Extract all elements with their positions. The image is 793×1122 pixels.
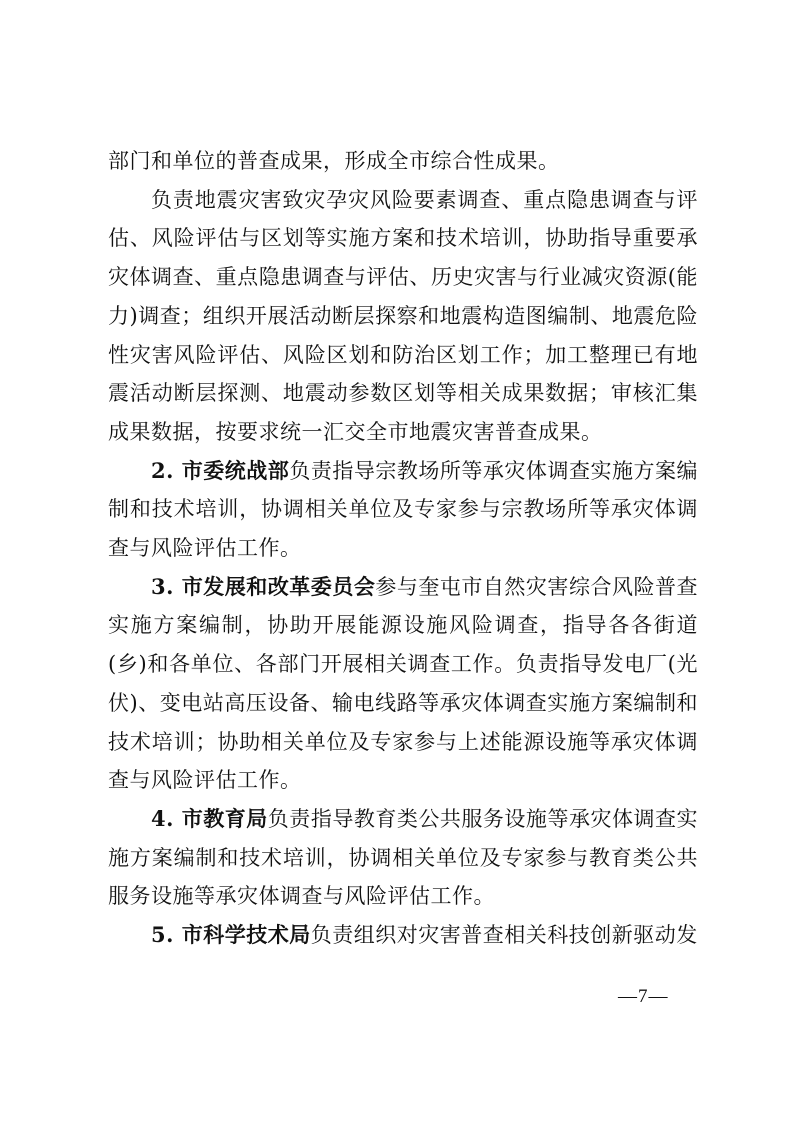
- education-text: 负责指导教育类公共服务设施等承灾体调查实施方案编制和技术培训，协调相关单位及专家参与教育类公共服务设施等承灾体调查与风险评估工作。: [108, 806, 699, 909]
- development-reform-text: 参与奎屯市自然灾害综合风险普查实施方案编制，协助开展能源设施风险调查，指导各各街道(乡)和各单位、各部门开展相关调查工作。负责指导发电厂(光伏)、变电站高压设备、输电线路等承灾体调查实施方案编制和技术培训；协助相关单位及专家参与上述能源设施等承灾体调查与风险评估工作。: [108, 574, 698, 793]
- development-reform-title: 3. 市发展和改革委员会: [151, 573, 376, 599]
- science-technology-title: 5. 市科学技术局: [151, 922, 311, 948]
- paragraph-development-reform: [108, 568, 698, 800]
- united-front-text: 负责指导宗教场所等承灾体调查实施方案编制和技术培训，协调相关单位及专家参与宗教场所等承灾体调查与风险评估工作。: [108, 458, 699, 561]
- paragraph-science-technology: [108, 916, 698, 955]
- united-front-title: 2. 市委统战部: [151, 457, 290, 483]
- paragraph-1-text: 部门和单位的普查成果，形成全市综合性成果。: [108, 149, 560, 173]
- paragraph-1: [108, 142, 698, 181]
- science-technology-text: 负责组织对灾害普查相关科技创新驱动发: [310, 923, 698, 948]
- page-number: —7—: [618, 986, 669, 1007]
- education-title: 4. 市教育局: [151, 805, 268, 831]
- paragraph-2-text: 负责地震灾害致灾孕灾风险要素调查、重点隐患调查与评估、风险评估与区划等实施方案和技术培训，协助指导重要承灾体调查、重点隐患调查与评估、历史灾害与行业减灾资源(能力)调查；组织开展活动断层探察和地震构造图编制、地震危险性灾害风险评估、风险区划和防治区划工作；加工整理已有地震活动断层探测、地震动参数区划等相关成果数据；审核汇集成果数据，按要求统一汇交全市地震灾害普查成果。: [108, 187, 698, 444]
- paragraph-education: [108, 800, 698, 916]
- document-body: [108, 142, 698, 955]
- paragraph-2: [108, 181, 698, 452]
- paragraph-united-front: [108, 452, 698, 568]
